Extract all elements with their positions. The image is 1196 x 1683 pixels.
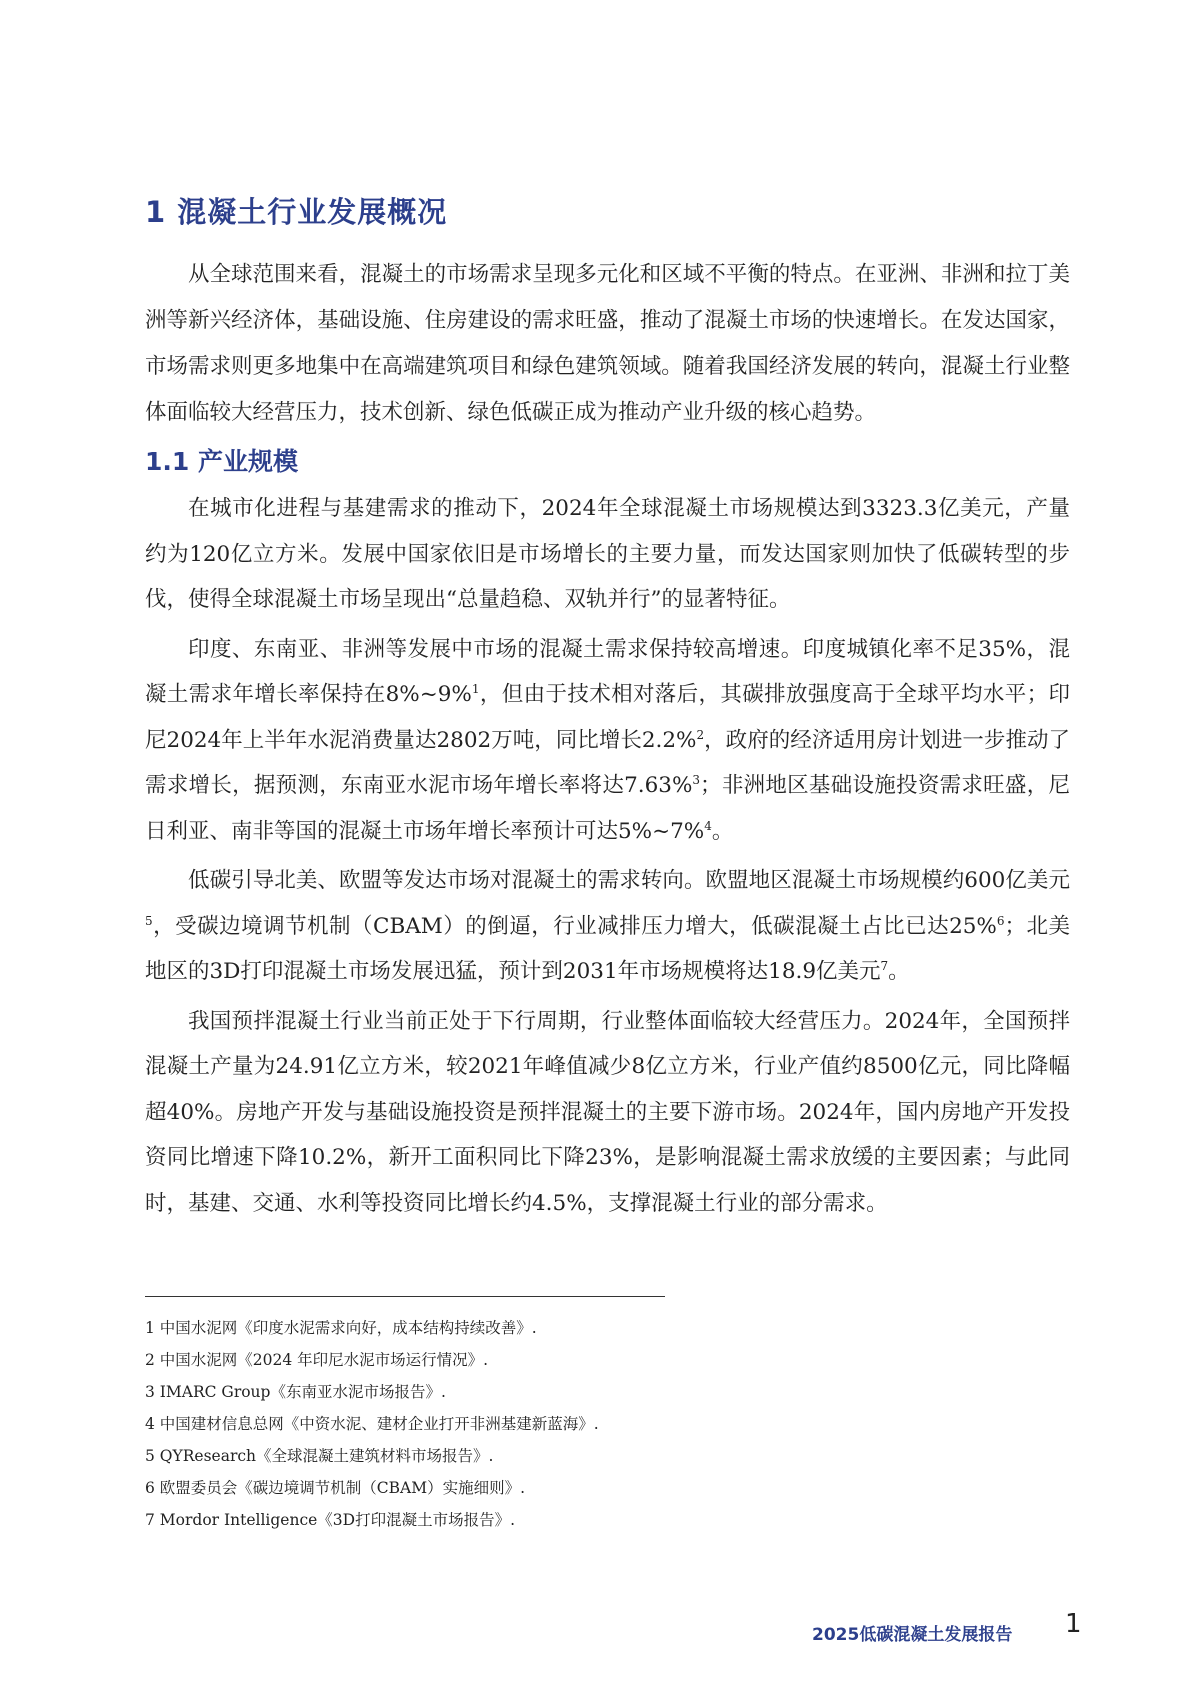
subsection-heading: 1.1 产业规模 [145,447,298,476]
footnote-item: 1 中国水泥网《印度水泥需求向好，成本结构持续改善》. [145,1319,537,1337]
footnote-item: 2 中国水泥网《2024 年印尼水泥市场运行情况》. [145,1351,489,1369]
text-segment: ，政府的经济适用房计划进一步推动了需求增长，据预测，东南亚水泥市场年增长率将达7.63% [145,727,1070,798]
footnote-ref: 4 [704,818,712,833]
footnote-ref: 2 [696,727,705,742]
text-segment: 低碳引导北美、欧盟等发达市场对混凝土的需求转向。欧盟地区混凝土市场规模约600亿美元 [188,868,1070,893]
body-text [145,486,1070,1230]
footnote-item: 7 Mordor Intelligence《3D打印混凝土市场报告》. [145,1511,516,1529]
text-segment: 印度、东南亚、非洲等发展中市场的混凝土需求保持较高增速。印度城镇化率不足35%，混凝土需求年增长率保持在8%~9% [145,636,1070,707]
footnote-divider [145,1296,665,1297]
footnote-ref: 3 [692,772,701,787]
text-segment: 。 [711,818,734,844]
footnote-ref: 5 [145,913,153,928]
footnote-ref: 6 [996,913,1005,928]
footnote-item: 6 欧盟委员会《碳边境调节机制（CBAM）实施细则》. [145,1479,526,1497]
text-segment: 。 [888,959,910,984]
text-segment: ，受碳边境调节机制（CBAM）的倒逼，行业减排压力增大，低碳混凝土占比已达25% [152,913,997,939]
section-heading: 1 混凝土行业发展概况 [145,195,448,229]
footnote-ref: 1 [471,681,480,696]
text-segment: ，但由于技术相对落后，其碳排放强度高于全球平均水平；印尼2024年上半年水泥消费量达2802万吨，同比增长2.2% [145,682,1070,753]
footnote-item: 4 中国建材信息总网《中资水泥、建材企业打开非洲基建新蓝海》. [145,1415,599,1433]
footnotes [145,1312,1045,1536]
paragraph-developing-markets [145,627,1070,855]
paragraph-global-market: 在城市化进程与基建需求的推动下，2024年全球混凝土市场规模达到3323.3亿美元，产量约为120亿立方米。发展中国家依旧是市场增长的主要力量，而发达国家则加快了低碳转型的步伐，使得全球混凝土市场呈现出“总量趋稳、双轨并行”的显著特征。 [145,496,1070,612]
text-segment: ；北美地区的3D打印混凝土市场发展迅猛，预计到2031年市场规模将达18.9亿美元 [145,913,1070,984]
intro-paragraph: 从全球范围来看，混凝土的市场需求呈现多元化和区域不平衡的特点。在亚洲、非洲和拉丁美洲等新兴经济体，基础设施、住房建设的需求旺盛，推动了混凝土市场的快速增长。在发达国家，市场需求则更多地集中在高端建筑项目和绿色建筑领域。随着我国经济发展的转向，混凝土行业整体面临较大经营压力，技术创新、绿色低碳正成为推动产业升级的核心趋势。 [145,262,1070,425]
paragraph-developed-markets [145,858,1070,995]
footer-report-title: 2025低碳混凝土发展报告 [812,1625,1013,1645]
footnote-item: 3 IMARC Group《东南亚水泥市场报告》. [145,1383,446,1401]
text-segment: ；非洲地区基础设施投资需求旺盛，尼日利亚、南非等国的混凝土市场年增长率预计可达5%~7% [145,773,1070,844]
footnote-ref: 7 [880,958,889,973]
page-number: 1 [1065,1609,1082,1639]
footnote-item: 5 QYResearch《全球混凝土建筑材料市场报告》. [145,1447,494,1465]
paragraph-china-market: 我国预拌混凝土行业当前正处于下行周期，行业整体面临较大经营压力。2024年，全国预拌混凝土产量为24.91亿立方米，较2021年峰值减少8亿立方米，行业产值约8500亿元，同比降幅超40%。房地产开发与基础设施投资是预拌混凝土的主要下游市场。2024年，国内房地产开发投资同比增速下降10.2%，新开工面积同比下降23%，是影响混凝土需求放缓的主要因素；与此同时，基建、交通、水利等投资同比增长约4.5%，支撑混凝土行业的部分需求。 [145,1008,1070,1216]
